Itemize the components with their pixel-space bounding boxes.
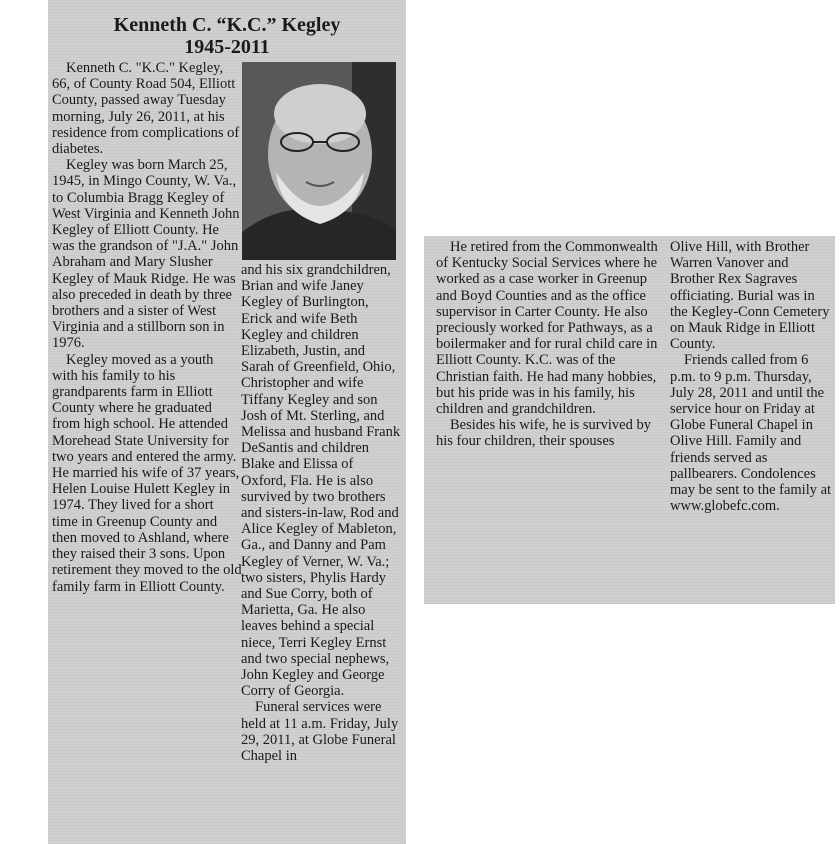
obituary-column-3 — [436, 239, 664, 450]
paragraph: Besides his wife, he is survived by his four children, their spouses — [436, 417, 651, 450]
obituary-column-2 — [241, 262, 401, 764]
paragraph: and his six grandchildren, Brian and wife Janey Kegley of Burlington, Erick and wife Beth Kegley and children Elizabeth, Justin, and Sarah of Greenfield, Ohio, Christopher and wife Tiffany Kegley and son Josh of Mt. Sterling, and Melissa and husband Frank DeSantis and children Blake and Elissa of Oxford, Fla. He is also survived by two brothers and sisters-in-law, Rod and Alice Kegley of Mableton, Ga., and Danny and Pam Kegley of Verner, W. Va.; two sisters, Phylis Hardy and Sue Corry, both of Marietta, Ga. He also leaves behind a special niece, Terri Kegley Ernst and two special nephews, John Kegley and George Corry of Georgia. — [241, 262, 401, 700]
paragraph: Funeral services were held at 11 a.m. Friday, July 29, 2011, at Globe Funeral Chapel in — [241, 699, 399, 765]
paragraph: Olive Hill, with Brother Warren Vanover and Brother Rex Sagraves officiating. Burial was in the Kegley-Conn Cemetery on Mauk Ridge in Elliott County. — [670, 239, 830, 353]
paragraph: Friends called from 6 p.m. to 9 p.m. Thursday, July 28, 2011 and until the service hour on Friday at Globe Funeral Chapel in Olive Hill. Family and friends served as pallbearers. Condolences may be sent to the family at www.globefc.com. — [670, 352, 832, 515]
paragraph: Kegley moved as a youth with his family to his grandparents farm in Elliott County where he graduated from high school. He attended Morehead State University for two years and entered the army. He married his wife of 37 years, Helen Louise Hulett Kegley in 1974. They lived for a short time in Greenup County and then moved to Ashland, where they raised their 3 sons. Upon retirement they moved to the old family farm in Elliott County. — [52, 351, 242, 595]
obituary-years-headline: 1945-2011 — [184, 36, 270, 58]
obituary-name-headline: Kenneth C. “K.C.” Kegley — [113, 14, 341, 36]
obituary-column-4 — [670, 239, 832, 514]
obituary-clipping-right — [424, 236, 835, 604]
obituary-clipping-left — [48, 0, 406, 844]
portrait-illustration — [242, 62, 396, 260]
portrait-photo — [242, 62, 396, 260]
paragraph: Kegley was born March 25, 1945, in Mingo County, W. Va., to Columbia Bragg Kegley of West Virginia and Kenneth John Kegley of Elliott County. He was the grandson of "J.A." John Abraham and Mary Slusher Kegley of Mauk Ridge. He was also preceded in death by three brothers and a sister of West Virginia and a stillborn son in 1976. — [52, 157, 240, 352]
obituary-column-1 — [52, 60, 242, 595]
paragraph: He retired from the Commonwealth of Kentucky Social Services where he worked as a case worker in Greenup and Boyd Counties and as the office supervisor in Carter County. He also preciously worked for Pathways, as a boilermaker and for rural child care in Elliott County. K.C. was of the Christian faith. He had many hobbies, but his pride was in his family, his children and grandchildren. — [436, 239, 658, 418]
paragraph: Kenneth C. "K.C." Kegley, 66, of County Road 504, Elliott County, passed away Tuesday morning, July 26, 2011, at his residence from complications of diabetes. — [52, 60, 240, 158]
